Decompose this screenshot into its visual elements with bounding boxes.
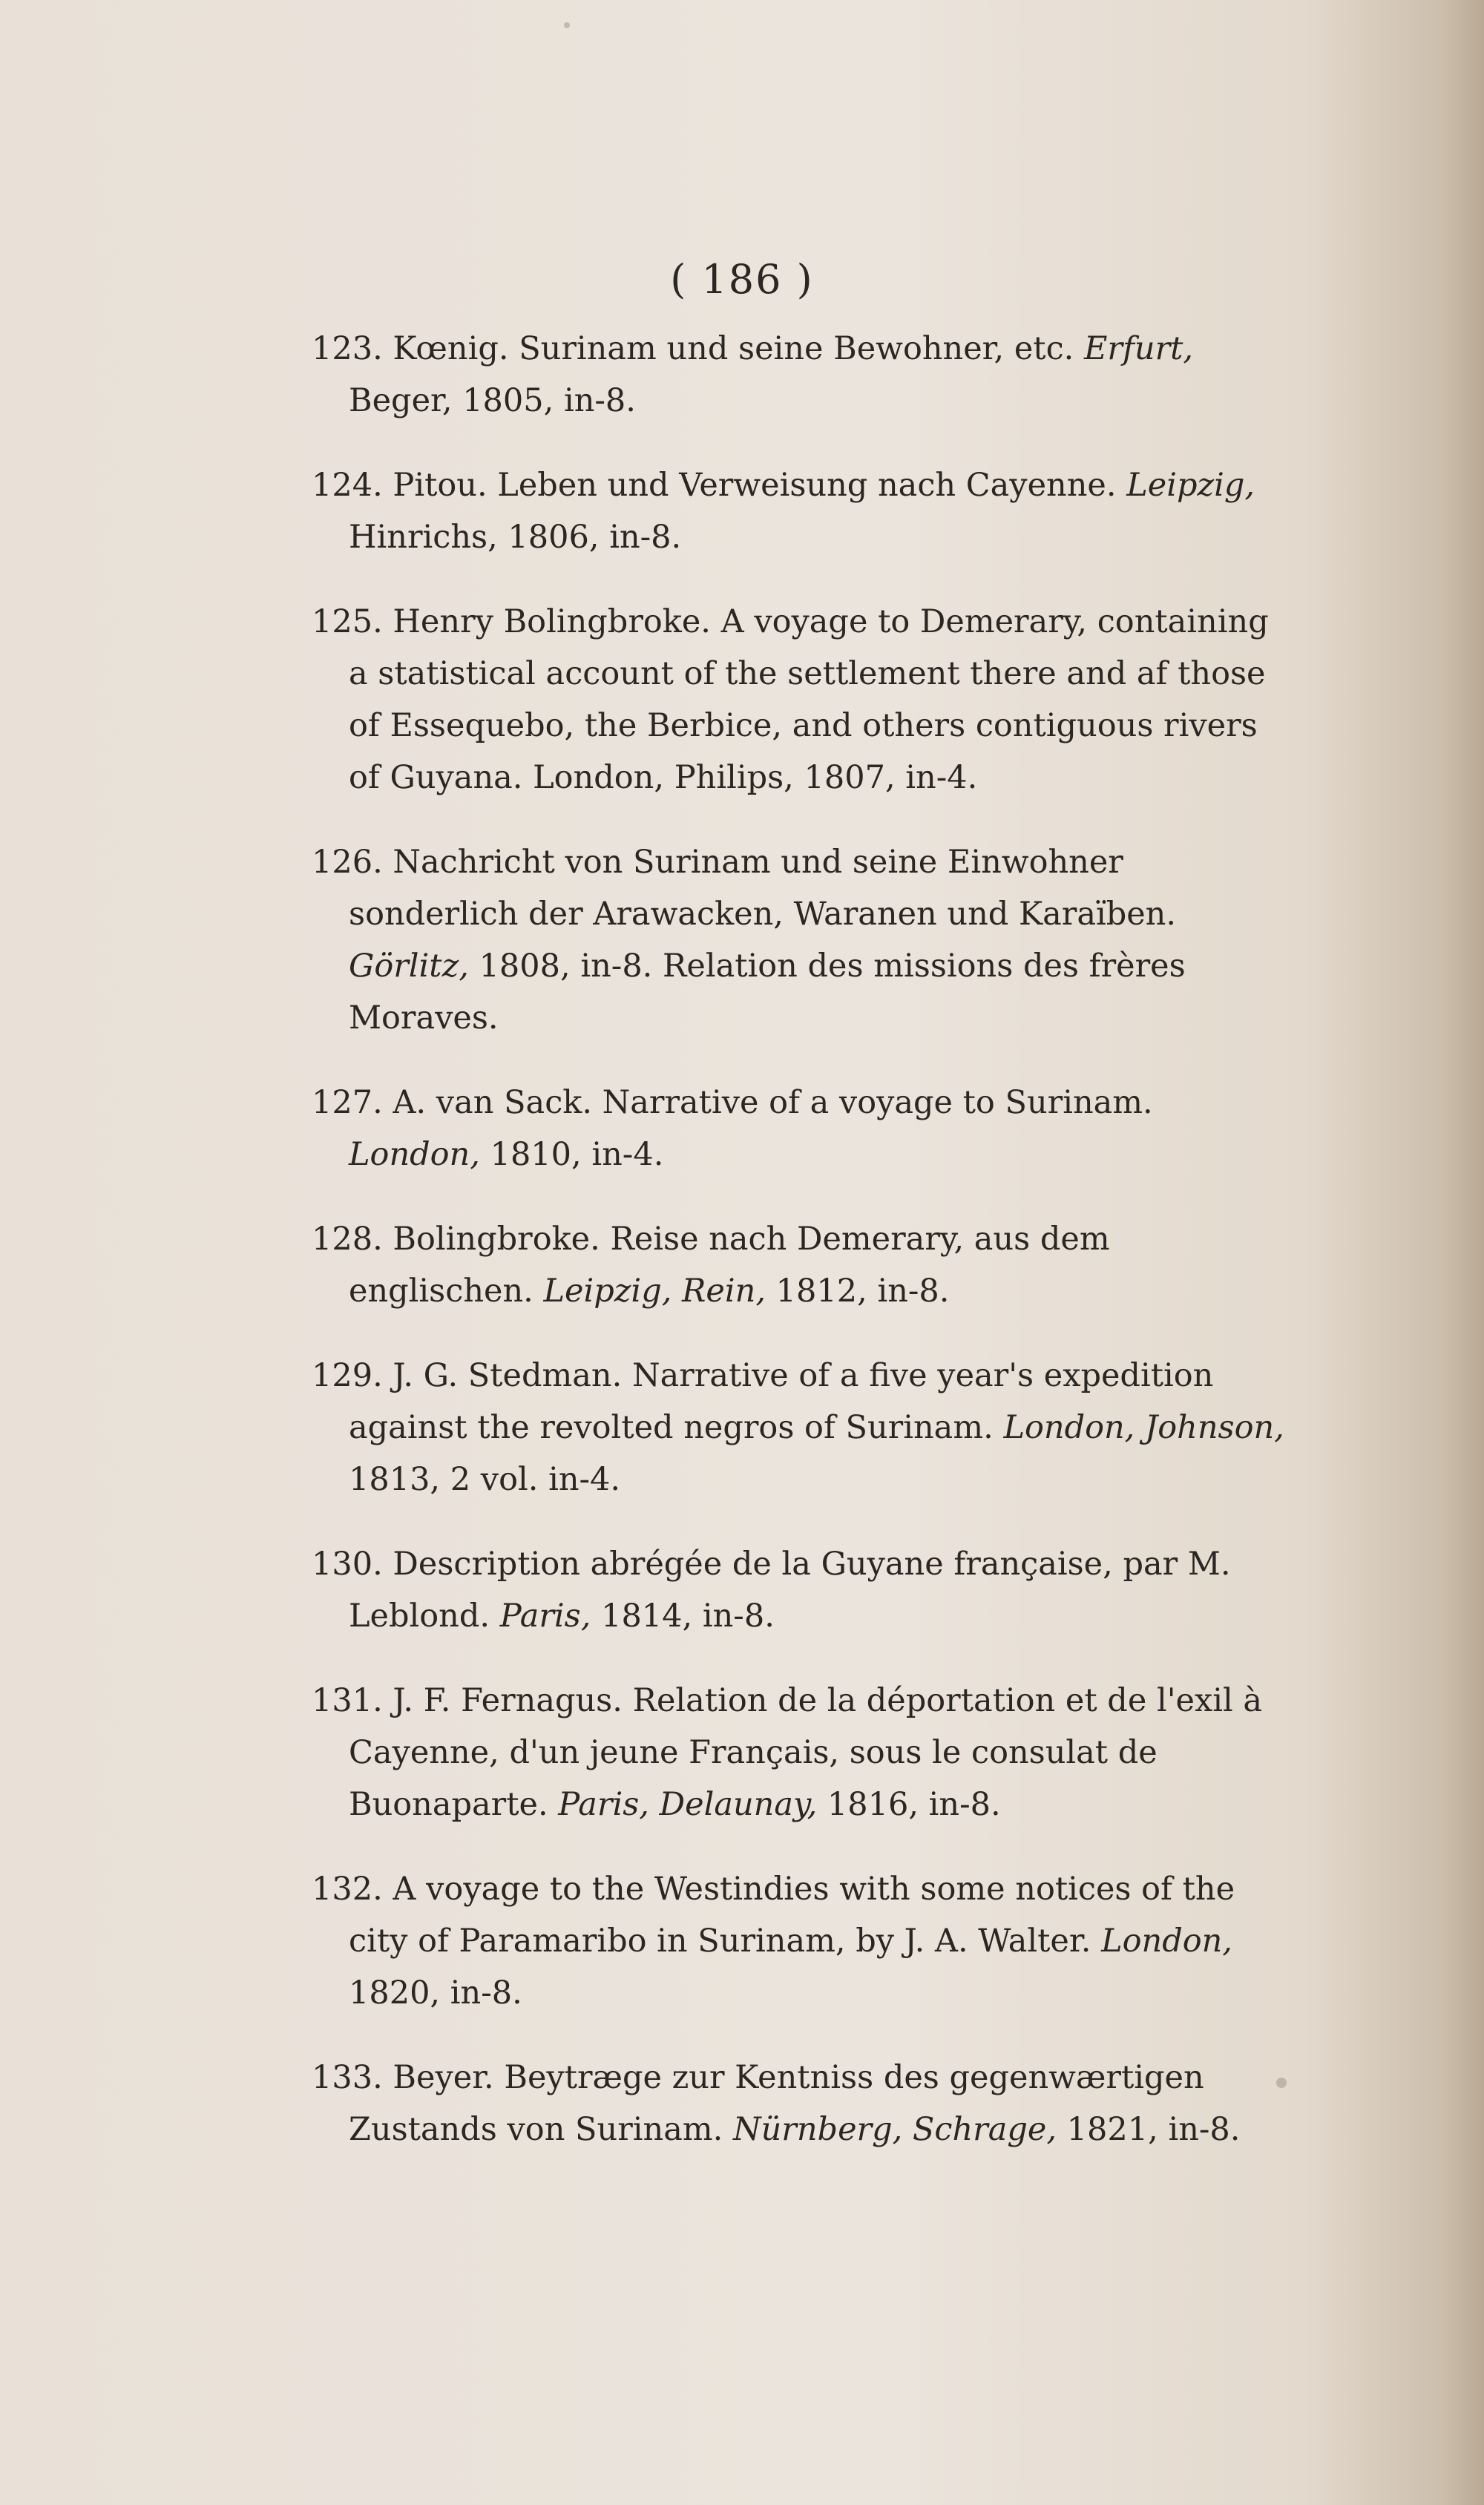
page-number: ( 186 ) [670, 256, 814, 303]
bibliography-entry [312, 596, 1291, 804]
entry-place: Leipzig, Rein, [543, 1273, 766, 1310]
entry-number: 126. [312, 844, 383, 881]
entry-number: 129. [312, 1357, 383, 1394]
paper-speck [564, 22, 570, 28]
bibliography-entry [312, 459, 1291, 563]
entry-text: Kœnig. Surinam und seine Bewohner, etc. [393, 330, 1074, 367]
entry-place: Nürnberg, Schrage, [732, 2111, 1057, 2148]
entry-text: J. G. Stedman. Narrative of a five year's expedition against the revolted negros of Surinam. [349, 1357, 1214, 1446]
entry-number: 124. [312, 467, 383, 504]
bibliography-entry [312, 1863, 1291, 2019]
entry-number: 123. [312, 330, 383, 367]
entry-rest: 1814, in-8. [601, 1598, 775, 1635]
entry-rest: Beger, 1805, in-8. [349, 382, 636, 419]
bibliography-entry [312, 1675, 1291, 1831]
entry-rest: 1808, in-8. Relation des missions des frères Moraves. [349, 948, 1186, 1037]
paper-speck [1276, 2078, 1287, 2088]
entry-text: Beyer. Beytræge zur Kentniss des gegenwærtigen Zustands von Surinam. [349, 2059, 1204, 2148]
entry-number: 133. [312, 2059, 383, 2096]
entry-place: Erfurt, [1084, 330, 1194, 367]
entry-number: 127. [312, 1084, 383, 1121]
entry-place: Leipzig, [1126, 467, 1255, 504]
bibliography-entry [312, 1538, 1291, 1642]
entry-rest: 1813, 2 vol. in-4. [349, 1461, 621, 1498]
entry-number: 125. [312, 603, 383, 640]
entry-place: London, [1101, 1923, 1232, 1960]
entry-place: Paris, Delaunay, [558, 1786, 818, 1823]
entry-text: Nachricht von Surinam und seine Einwohner sonderlich der Arawacken, Waranen und Karaïben. [349, 844, 1177, 933]
entry-text: A voyage to the Westindies with some notices of the city of Paramaribo in Surinam, by J. A. Walter. [349, 1871, 1235, 1960]
entry-rest: 1820, in-8. [349, 1974, 522, 2012]
entry-place: Paris, [499, 1598, 591, 1635]
entry-number: 131. [312, 1682, 383, 1719]
entry-rest: Hinrichs, 1806, in-8. [349, 519, 682, 556]
entry-place: Görlitz, [349, 948, 469, 985]
entry-place: London, [349, 1136, 480, 1173]
entry-rest: 1821, in-8. [1066, 2111, 1241, 2148]
entry-place: London, Johnson, [1003, 1409, 1284, 1446]
entry-rest: 1816, in-8. [827, 1786, 1001, 1823]
entry-text: Description abrégée de la Guyane française, par M. Leblond. [349, 1546, 1231, 1635]
bibliography-entry [312, 1213, 1291, 1317]
bibliography-entry [312, 1350, 1291, 1506]
entry-number: 128. [312, 1221, 383, 1258]
bibliography-entry [312, 836, 1291, 1044]
bibliography-entry [312, 2052, 1291, 2156]
entry-text: J. F. Fernagus. Relation de la déportation et de l'exil à Cayenne, d'un jeune Français, sous le consulat de Buonaparte. [349, 1682, 1263, 1823]
entry-text: A. van Sack. Narrative of a voyage to Surinam. [393, 1084, 1153, 1121]
entry-number: 132. [312, 1871, 383, 1908]
bibliography-list [312, 323, 1291, 2188]
entry-rest: 1810, in-4. [490, 1136, 664, 1173]
entry-text: Bolingbroke. Reise nach Demerary, aus dem englischen. [349, 1221, 1110, 1310]
entry-text: Pitou. Leben und Verweisung nach Cayenne. [393, 467, 1117, 504]
bibliography-entry [312, 323, 1291, 427]
entry-text: Henry Bolingbroke. A voyage to Demerary, containing a statistical account of the settlement there and af those of Essequebo, the Berbice, and others contiguous rivers of Guyana. London, Philips, 1807, in-4. [349, 603, 1269, 796]
entry-rest: 1812, in-8. [775, 1273, 950, 1310]
bibliography-entry [312, 1077, 1291, 1181]
entry-number: 130. [312, 1546, 383, 1583]
